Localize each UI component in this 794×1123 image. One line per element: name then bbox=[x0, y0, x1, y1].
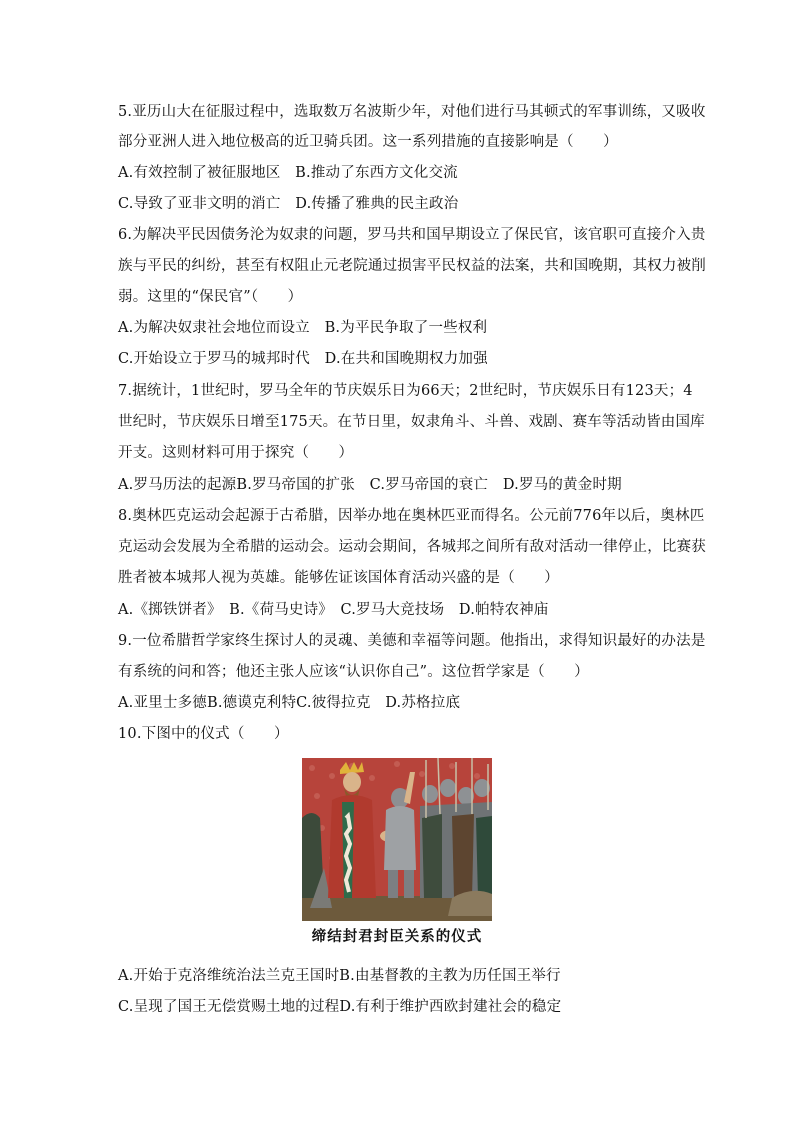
homage-ceremony-illustration bbox=[302, 758, 492, 921]
q7-stem-line-3: 开支。这则材料可用于探究（ ） bbox=[118, 445, 354, 461]
q7-stem-line-1: 7.据统计，1世纪时，罗马全年的节庆娱乐日为66天；2世纪时，节庆娱乐日有123天；4 bbox=[118, 383, 693, 399]
q5-options-line-1: A.有效控制了被征服地区 B.推动了东西方文化交流 bbox=[118, 165, 458, 181]
q8-stem-line-1: 8.奥林匹克运动会起源于古希腊，因举办地在奥林匹亚而得名。公元前776年以后，奥林匹 bbox=[118, 508, 705, 524]
q6-stem-line-3: 弱。这里的“保民官”（ ） bbox=[118, 289, 303, 305]
q6-stem-line-1: 6.为解决平民因债务沦为奴隶的问题，罗马共和国早期设立了保民官，该官职可直接介入贵 bbox=[118, 227, 706, 243]
q8-stem-line-3: 胜者被本城邦人视为英雄。能够佐证该国体育活动兴盛的是（ ） bbox=[118, 570, 559, 586]
q6-stem-line-2: 族与平民的纠纷，甚至有权阻止元老院通过损害平民权益的法案，共和国晚期，其权力被削 bbox=[118, 258, 706, 274]
q8-stem-line-2: 克运动会发展为全希腊的运动会。运动会期间，各城邦之间所有敌对活动一律停止，比赛获 bbox=[118, 539, 706, 555]
q10-options-line-1: A.开始于克洛维统治法兰克王国时B.由基督教的主教为历任国王举行 bbox=[118, 968, 561, 984]
q9-options-line-1: A.亚里士多德B.德谟克利特C.彼得拉克 D.苏格拉底 bbox=[118, 695, 461, 711]
q8-options-line-1: A.《掷铁饼者》 B.《荷马史诗》 C.罗马大竞技场 D.帕特农神庙 bbox=[118, 602, 549, 618]
q10-options-line-2: C.呈现了国王无偿赏赐土地的过程D.有利于维护西欧封建社会的稳定 bbox=[118, 999, 562, 1015]
q5-stem-line-2: 部分亚洲人进入地位极高的近卫骑兵团。这一系列措施的直接影响是（ ） bbox=[118, 134, 618, 150]
figure-caption: 缔结封君封臣关系的仪式 bbox=[311, 929, 483, 945]
q6-options-line-1: A.为解决奴隶社会地位而设立 B.为平民争取了一些权利 bbox=[118, 320, 488, 336]
q7-stem-line-2: 世纪时，节庆娱乐日增至175天。在节日里，奴隶角斗、斗兽、戏剧、赛车等活动皆由国库 bbox=[118, 414, 705, 430]
q10-stem-line-1: 10.下图中的仪式（ ） bbox=[118, 726, 289, 742]
q5-stem-line-1: 5.亚历山大在征服过程中，选取数万名波斯少年，对他们进行马其顿式的军事训练，又吸收 bbox=[118, 104, 706, 120]
q9-stem-line-1: 9.一位希腊哲学家终生探讨人的灵魂、美德和幸福等问题。他指出，求得知识最好的办法是 bbox=[118, 633, 706, 649]
q5-options-line-2: C.导致了亚非文明的消亡 D.传播了雅典的民主政治 bbox=[118, 196, 459, 212]
q9-stem-line-2: 有系统的问和答；他还主张人应该“认识你自己”。这位哲学家是（ ） bbox=[118, 664, 589, 680]
q6-options-line-2: C.开始设立于罗马的城邦时代 D.在共和国晚期权力加强 bbox=[118, 351, 488, 367]
q7-options-line-1: A.罗马历法的起源B.罗马帝国的扩张 C.罗马帝国的衰亡 D.罗马的黄金时期 bbox=[118, 477, 622, 493]
